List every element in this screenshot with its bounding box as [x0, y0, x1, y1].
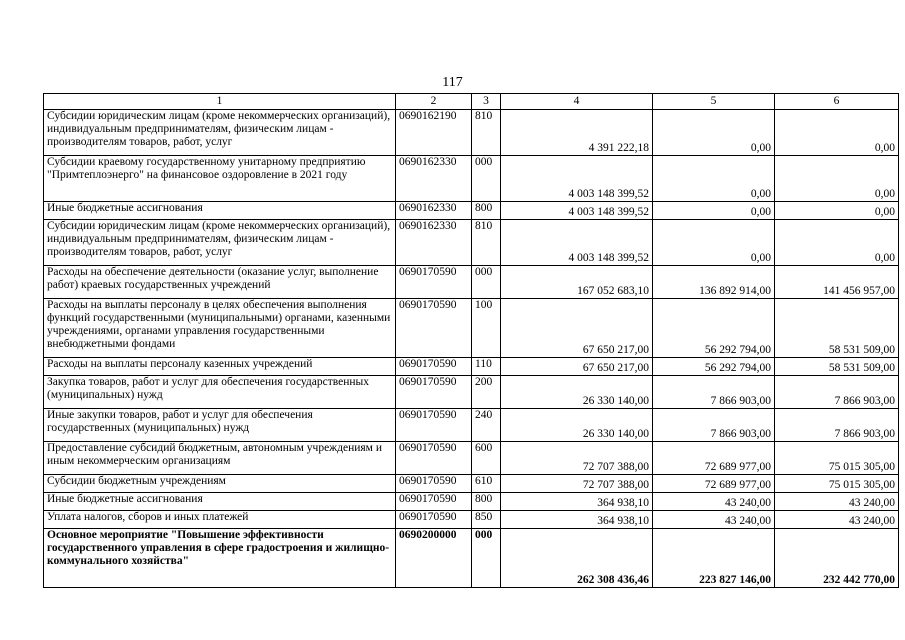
row-amount-col-4: 364 938,10 [501, 493, 653, 511]
row-amount-col-6: 7 866 903,00 [775, 409, 899, 442]
row-target-code: 0690170590 [396, 409, 472, 442]
row-amount-col-6: 7 866 903,00 [775, 376, 899, 409]
row-amount-col-5: 43 240,00 [653, 511, 775, 529]
row-amount-col-4: 4 003 148 399,52 [501, 220, 653, 266]
row-name: Иные закупки товаров, работ и услуг для обеспечения государственных (муниципальных) нужд [44, 409, 396, 442]
row-name: Иные бюджетные ассигнования [44, 202, 396, 220]
row-target-code: 0690200000 [396, 529, 472, 588]
row-target-code: 0690170590 [396, 442, 472, 475]
budget-table [43, 93, 899, 588]
row-expense-type: 110 [472, 358, 501, 376]
row-name: Субсидии бюджетным учреждениям [44, 475, 396, 493]
header-col-3: 3 [472, 94, 501, 110]
row-name: Субсидии краевому государственному унитарному предприятию "Примтеплоэнерго" на финансовое оздоровление в 2021 году [44, 156, 396, 202]
table-row [44, 529, 899, 588]
row-amount-col-5: 0,00 [653, 220, 775, 266]
row-amount-col-5: 0,00 [653, 202, 775, 220]
row-target-code: 0690170590 [396, 266, 472, 299]
row-amount-col-6: 43 240,00 [775, 493, 899, 511]
row-amount-col-4: 167 052 683,10 [501, 266, 653, 299]
table-row [44, 266, 899, 299]
row-amount-col-5: 0,00 [653, 156, 775, 202]
table-row [44, 475, 899, 493]
row-amount-col-6: 0,00 [775, 220, 899, 266]
row-amount-col-6: 58 531 509,00 [775, 358, 899, 376]
table-row [44, 409, 899, 442]
row-amount-col-5: 72 689 977,00 [653, 442, 775, 475]
table-row [44, 299, 899, 358]
row-amount-col-6: 43 240,00 [775, 511, 899, 529]
row-target-code: 0690170590 [396, 493, 472, 511]
row-name: Субсидии юридическим лицам (кроме некоммерческих организаций), индивидуальным предпринимателям, физическим лицам - производителям товаров, работ, услуг [44, 110, 396, 156]
table-header-row [44, 94, 899, 110]
table-row [44, 511, 899, 529]
row-amount-col-5: 56 292 794,00 [653, 299, 775, 358]
table-row [44, 156, 899, 202]
row-expense-type: 000 [472, 156, 501, 202]
row-amount-col-5: 72 689 977,00 [653, 475, 775, 493]
row-amount-col-5: 7 866 903,00 [653, 409, 775, 442]
row-amount-col-6: 0,00 [775, 202, 899, 220]
row-name: Закупка товаров, работ и услуг для обеспечения государственных (муниципальных) нужд [44, 376, 396, 409]
row-amount-col-5: 136 892 914,00 [653, 266, 775, 299]
row-expense-type: 850 [472, 511, 501, 529]
row-expense-type: 800 [472, 202, 501, 220]
row-amount-col-5: 43 240,00 [653, 493, 775, 511]
row-name: Основное мероприятие "Повышение эффективности государственного управления в сфере градостроения и жилищно-коммунального хозяйства" [44, 529, 396, 588]
row-amount-col-4: 364 938,10 [501, 511, 653, 529]
row-target-code: 0690170590 [396, 376, 472, 409]
row-name: Расходы на обеспечение деятельности (оказание услуг, выполнение работ) краевых государственных учреждений [44, 266, 396, 299]
row-amount-col-4: 26 330 140,00 [501, 409, 653, 442]
row-target-code: 0690170590 [396, 475, 472, 493]
row-target-code: 0690162330 [396, 156, 472, 202]
page-number: 117 [442, 75, 463, 90]
row-target-code: 0690162190 [396, 110, 472, 156]
row-amount-col-5: 56 292 794,00 [653, 358, 775, 376]
row-expense-type: 000 [472, 529, 501, 588]
row-expense-type: 240 [472, 409, 501, 442]
row-amount-col-4: 4 391 222,18 [501, 110, 653, 156]
row-amount-col-6: 58 531 509,00 [775, 299, 899, 358]
row-name: Расходы на выплаты персоналу в целях обеспечения выполнения функций государственными (муниципальными) органами, казенными учреждениями, органами управления государственными внебюджетными фондами [44, 299, 396, 358]
row-amount-col-5: 0,00 [653, 110, 775, 156]
row-name: Расходы на выплаты персоналу казенных учреждений [44, 358, 396, 376]
row-expense-type: 800 [472, 493, 501, 511]
header-col-6: 6 [775, 94, 899, 110]
row-amount-col-6: 232 442 770,00 [775, 529, 899, 588]
table-row [44, 110, 899, 156]
row-amount-col-4: 4 003 148 399,52 [501, 156, 653, 202]
row-amount-col-4: 72 707 388,00 [501, 475, 653, 493]
table-row [44, 493, 899, 511]
table-row [44, 220, 899, 266]
row-amount-col-4: 26 330 140,00 [501, 376, 653, 409]
row-amount-col-4: 67 650 217,00 [501, 358, 653, 376]
row-amount-col-6: 0,00 [775, 110, 899, 156]
row-amount-col-4: 72 707 388,00 [501, 442, 653, 475]
table-row [44, 442, 899, 475]
row-target-code: 0690170590 [396, 358, 472, 376]
row-amount-col-6: 141 456 957,00 [775, 266, 899, 299]
row-target-code: 0690162330 [396, 202, 472, 220]
row-target-code: 0690170590 [396, 511, 472, 529]
row-name: Иные бюджетные ассигнования [44, 493, 396, 511]
row-name: Предоставление субсидий бюджетным, автономным учреждениям и иным некоммерческим организациям [44, 442, 396, 475]
row-expense-type: 600 [472, 442, 501, 475]
header-col-4: 4 [501, 94, 653, 110]
header-col-2: 2 [396, 94, 472, 110]
row-expense-type: 200 [472, 376, 501, 409]
row-amount-col-5: 223 827 146,00 [653, 529, 775, 588]
row-target-code: 0690170590 [396, 299, 472, 358]
row-amount-col-4: 4 003 148 399,52 [501, 202, 653, 220]
row-name: Субсидии юридическим лицам (кроме некоммерческих организаций), индивидуальным предпринимателям, физическим лицам - производителям товаров, работ, услуг [44, 220, 396, 266]
table-row [44, 358, 899, 376]
row-amount-col-5: 7 866 903,00 [653, 376, 775, 409]
table-row [44, 376, 899, 409]
row-expense-type: 810 [472, 110, 501, 156]
row-amount-col-6: 75 015 305,00 [775, 442, 899, 475]
row-expense-type: 000 [472, 266, 501, 299]
header-col-1: 1 [44, 94, 396, 110]
row-amount-col-6: 75 015 305,00 [775, 475, 899, 493]
row-amount-col-4: 262 308 436,46 [501, 529, 653, 588]
row-name: Уплата налогов, сборов и иных платежей [44, 511, 396, 529]
table-row [44, 202, 899, 220]
row-target-code: 0690162330 [396, 220, 472, 266]
header-col-5: 5 [653, 94, 775, 110]
row-expense-type: 610 [472, 475, 501, 493]
row-expense-type: 810 [472, 220, 501, 266]
row-amount-col-4: 67 650 217,00 [501, 299, 653, 358]
row-expense-type: 100 [472, 299, 501, 358]
row-amount-col-6: 0,00 [775, 156, 899, 202]
